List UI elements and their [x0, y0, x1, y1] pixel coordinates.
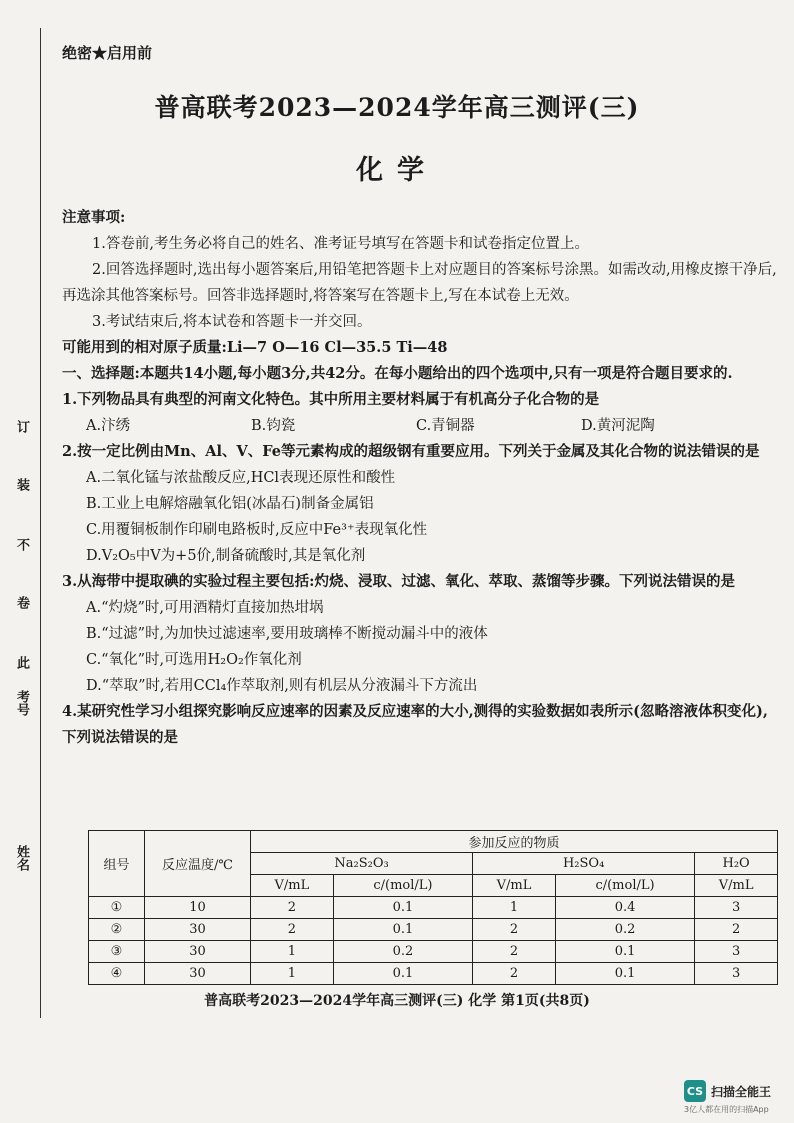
table-cell: ②	[89, 919, 145, 941]
table-cell: 2	[251, 919, 334, 941]
volume-header: V/mL	[695, 875, 778, 897]
table-cell: 0.1	[333, 919, 472, 941]
question-1-stem: 1.下列物品具有典型的河南文化特色。其中所用主要材料属于有机高分子化合物的是	[62, 391, 600, 408]
table-row	[89, 963, 778, 985]
table-cell: 0.2	[333, 941, 472, 963]
reactants-header: 参加反应的物质	[251, 831, 778, 853]
question-4-stem: 4.某研究性学习小组探究影响反应速率的因素及反应速率的大小,测得的实验数据如表所示(忽略溶液体积变化),下列说法错误的是	[62, 703, 768, 746]
notes-heading: 注意事项:	[62, 209, 126, 226]
na2s2o3-header: Na₂S₂O₃	[251, 853, 473, 875]
page-footer: 普高联考2023—2024学年高三测评(三) 化学 第1页(共8页)	[204, 993, 590, 1009]
question-2-option-b: B.工业上电解熔融氧化铝(冰晶石)制备金属铝	[86, 496, 374, 512]
h2so4-header: H₂SO₄	[473, 853, 695, 875]
table-cell: ③	[89, 941, 145, 963]
question-3-stem: 3.从海带中提取碘的实验过程主要包括:灼烧、浸取、过滤、氧化、萃取、蒸馏等步骤。下列说法错误的是	[62, 573, 735, 590]
reaction-data-table	[88, 830, 778, 985]
table-cell: 3	[695, 941, 778, 963]
table-cell: 0.1	[555, 941, 694, 963]
volume-header: V/mL	[473, 875, 556, 897]
table-cell: 1	[473, 897, 556, 919]
binding-cut-label: 订	[14, 420, 29, 433]
question-2-option-d: D.V₂O₅中V为+5价,制备硫酸时,其是氧化剂	[86, 548, 366, 564]
subject-title: 化学	[356, 155, 438, 186]
cs-logo-icon: CS	[684, 1080, 706, 1102]
question-3-option-b: B.“过滤”时,为加快过滤速率,要用玻璃棒不断搅动漏斗中的液体	[86, 626, 488, 642]
table-cell: 1	[251, 963, 334, 985]
table-row	[89, 897, 778, 919]
table-cell: 30	[145, 963, 251, 985]
question-2-option-a: A.二氧化锰与浓盐酸反应,HCl表现还原性和酸性	[86, 470, 396, 486]
table-cell: 0.4	[555, 897, 694, 919]
question-2-stem: 2.按一定比例由Mn、Al、V、Fe等元素构成的超级钢有重要应用。下列关于金属及其化合物的说法错误的是	[62, 443, 760, 460]
question-3-option-d: D.“萃取”时,若用CCl₄作萃取剂,则有机层从分液漏斗下方流出	[86, 678, 478, 694]
note-item: 3.考试结束后,将本试卷和答题卡一并交回。	[92, 314, 372, 330]
question-1-option-d: D.黄河泥陶	[581, 418, 655, 434]
scanner-brand: 扫描全能王	[711, 1084, 772, 1099]
question-3-option-a: A.“灼烧”时,可用酒精灯直接加热坩埚	[86, 600, 324, 616]
table-row	[89, 919, 778, 941]
table-cell: ①	[89, 897, 145, 919]
volume-header: V/mL	[251, 875, 334, 897]
question-1-option-a: A.汴绣	[86, 418, 131, 434]
exam-title: 普高联考2023—2024学年高三测评(三)	[154, 93, 640, 122]
question-1-options	[62, 413, 777, 439]
binding-dont-label: 不	[14, 538, 29, 551]
concentration-header: c/(mol/L)	[333, 875, 472, 897]
section1-heading: 一、选择题:本题共14小题,每小题3分,共42分。在每小题给出的四个选项中,只有一项是符合题目要求的.	[62, 365, 733, 382]
table-cell: 3	[695, 897, 778, 919]
binding-exam-no-label: 考号	[14, 690, 29, 716]
table-cell: 0.1	[555, 963, 694, 985]
table-cell: 2	[695, 919, 778, 941]
table-row	[89, 941, 778, 963]
secret-mark: 绝密★启用前	[62, 44, 153, 62]
table-cell: 2	[473, 919, 556, 941]
table-cell: 30	[145, 919, 251, 941]
binding-this-label: 此	[14, 656, 29, 669]
table-cell: 2	[473, 941, 556, 963]
binding-name-label: 姓名	[14, 845, 29, 871]
table-cell: ④	[89, 963, 145, 985]
concentration-header: c/(mol/L)	[555, 875, 694, 897]
binding-fasten-label: 装	[14, 478, 29, 491]
table-cell: 0.1	[333, 963, 472, 985]
table-cell: 30	[145, 941, 251, 963]
table-cell: 2	[251, 897, 334, 919]
table-cell: 0.2	[555, 919, 694, 941]
binding-roll-label: 卷	[14, 596, 29, 609]
note-item: 1.答卷前,考生务必将自己的姓名、准考证号填写在答题卡和试卷指定位置上。	[92, 236, 589, 252]
exam-content	[62, 205, 777, 751]
question-2-option-c: C.用覆铜板制作印刷电路板时,反应中Fe³⁺表现氧化性	[86, 522, 428, 538]
col-group-header: 组号	[89, 831, 145, 897]
table-cell: 2	[473, 963, 556, 985]
col-temp-header: 反应温度/℃	[145, 831, 251, 897]
scanner-tagline: 3亿人都在用的扫描App	[684, 1105, 769, 1114]
question-1-option-c: C.青铜器	[416, 418, 475, 434]
question-3-option-c: C.“氧化”时,可选用H₂O₂作氧化剂	[86, 652, 302, 668]
scanner-watermark	[684, 1080, 771, 1102]
table-cell: 3	[695, 963, 778, 985]
note-item: 2.回答选择题时,选出每小题答案后,用铅笔把答题卡上对应题目的答案标号涂黑。如需改动,用橡皮擦干净后,再选涂其他答案标号。回答非选择题时,将答案写在答题卡上,写在本试卷上无效。	[62, 262, 777, 304]
h2o-header: H₂O	[695, 853, 778, 875]
atomic-masses: 可能用到的相对原子质量:Li—7 O—16 Cl—35.5 Ti—48	[62, 339, 448, 356]
question-1-option-b: B.钧瓷	[251, 418, 296, 434]
table-cell: 1	[251, 941, 334, 963]
table-cell: 0.1	[333, 897, 472, 919]
table-cell: 10	[145, 897, 251, 919]
